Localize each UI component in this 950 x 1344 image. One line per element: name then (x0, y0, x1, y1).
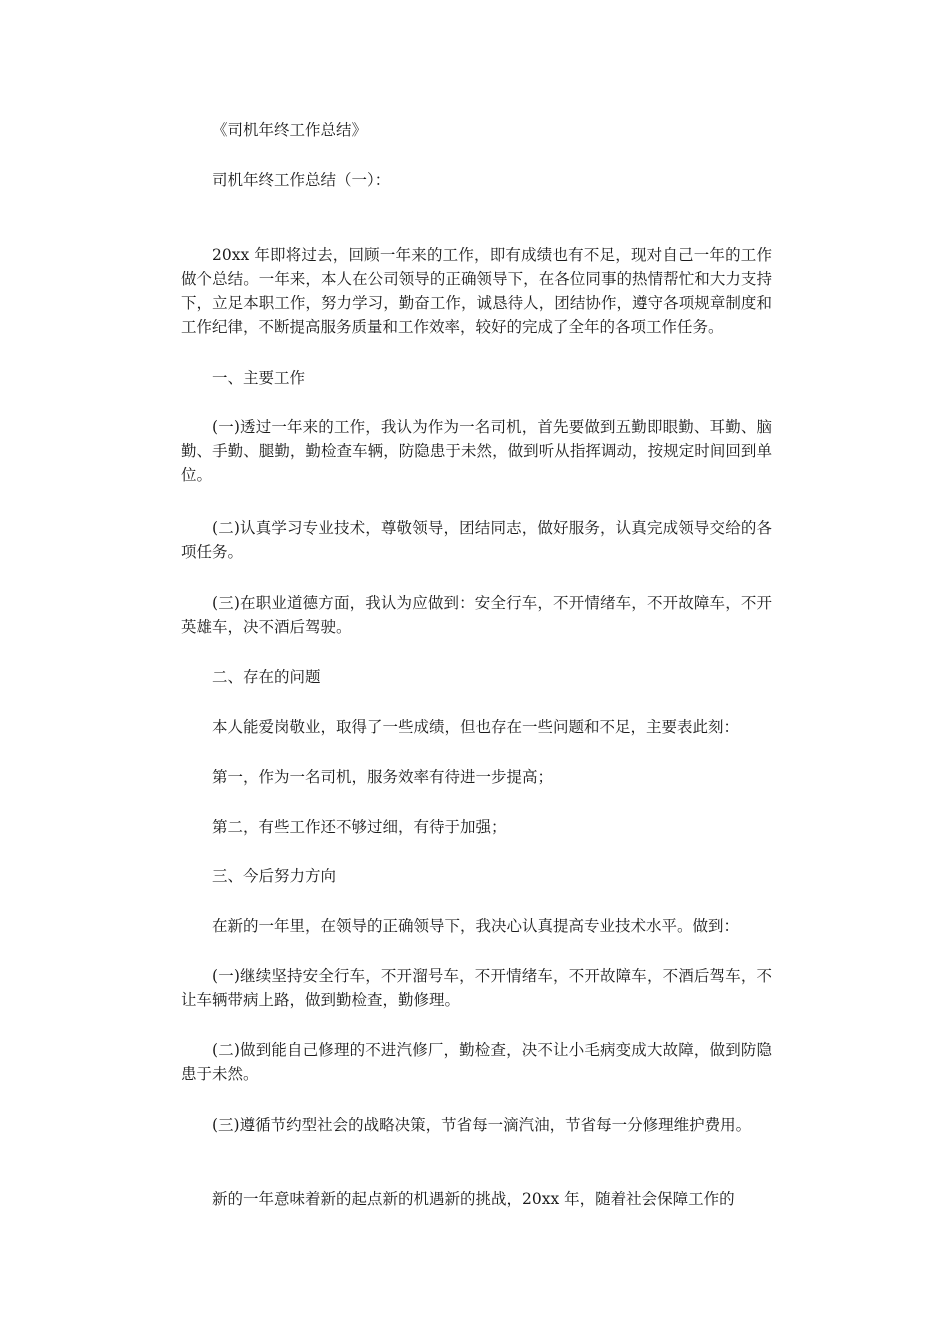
paragraph-problem-1: 第一，作为一名司机，服务效率有待进一步提高； (212, 768, 554, 786)
paragraph-main-work-3: (三)在职业道德方面，我认为应做到：安全行车，不开情绪车，不开故障车，不开英雄车，决不酒后驾驶。 (181, 594, 772, 636)
paragraph-problems-intro: 本人能爱岗敬业，取得了一些成绩，但也存在一些问题和不足，主要表此刻： (212, 718, 740, 736)
document-subtitle: 司机年终工作总结（一）： (212, 171, 391, 189)
paragraph-direction-intro: 在新的一年里，在领导的正确领导下，我决心认真提高专业技术水平。做到： (212, 917, 740, 935)
paragraph-problem-2: 第二，有些工作还不够过细，有待于加强； (212, 818, 507, 836)
paragraph-main-work-1: (一)透过一年来的工作，我认为作为一名司机，首先要做到五勤即眼勤、耳勤、脑勤、手勤、腿勤，勤检查车辆，防隐患于未然，做到听从指挥调动，按规定时间回到单位。 (181, 418, 772, 484)
document-title: 《司机年终工作总结》 (212, 121, 368, 139)
paragraph-main-work-2: (二)认真学习专业技术，尊敬领导，团结同志，做好服务，认真完成领导交给的各项任务。 (181, 519, 772, 561)
paragraph-closing: 新的一年意味着新的起点新的机遇新的挑战，20xx 年，随着社会保障工作的 (212, 1190, 735, 1208)
section-heading-direction: 三、今后努力方向 (212, 867, 337, 885)
paragraph-intro: 20xx 年即将过去，回顾一年来的工作，即有成绩也有不足，现对自己一年的工作做个总结。一年来，本人在公司领导的正确领导下，在各位同事的热情帮忙和大力支持下，立足本职工作，努力学习，勤奋工作，诚恳待人，团结协作，遵守各项规章制度和工作纪律，不断提高服务质量和工作效率，较好的完成了全年的各项工作任务。 (181, 246, 772, 336)
paragraph-direction-3: (三)遵循节约型社会的战略决策，节省每一滴汽油，节省每一分修理维护费用。 (212, 1116, 752, 1134)
section-heading-main-work: 一、主要工作 (212, 369, 306, 387)
section-heading-problems: 二、存在的问题 (212, 668, 321, 686)
paragraph-direction-1: (一)继续坚持安全行车，不开溜号车，不开情绪车，不开故障车，不酒后驾车，不让车辆带病上路，做到勤检查，勤修理。 (181, 967, 772, 1009)
paragraph-direction-2: (二)做到能自己修理的不进汽修厂，勤检查，决不让小毛病变成大故障，做到防隐患于未然。 (181, 1041, 772, 1083)
